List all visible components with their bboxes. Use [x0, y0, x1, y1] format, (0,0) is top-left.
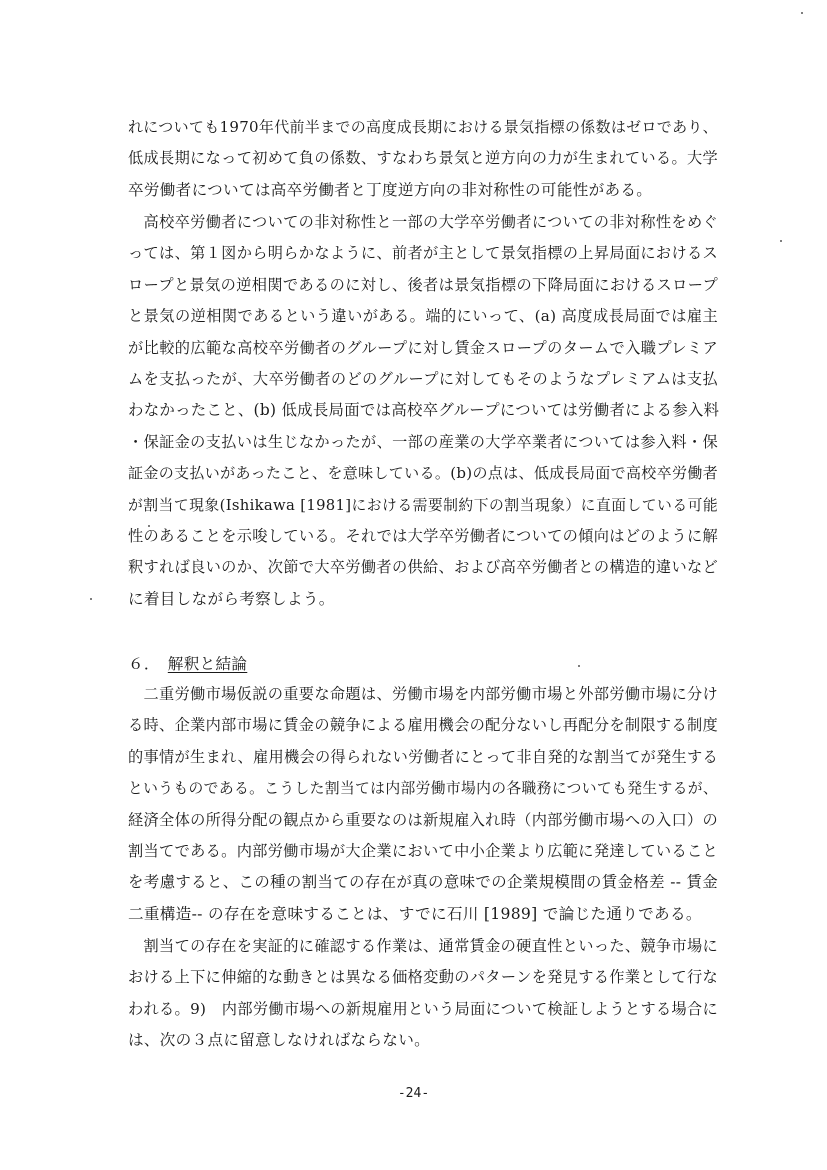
paragraph-3 [128, 679, 718, 930]
paragraph-1 [128, 112, 718, 206]
text-line: ・保証金の支払いは生じなかったが、一部の産業の大学卒業者については参入料・保 [128, 432, 718, 451]
text-line: 高校卒労働者についての非対称性と一部の大学卒労働者についての非対称性をめぐ [128, 213, 718, 231]
scan-speck [780, 240, 782, 242]
text-line: 割当ての存在を実証的に確認する作業は、通常賃金の硬直性といった、競争市場に [128, 937, 718, 955]
text-line: 卒労働者については高卒労働者と丁度逆方向の非対称性の可能性がある。 [128, 180, 653, 199]
section-number: ６． [128, 655, 160, 673]
text-line: 性のあることを示唆している。それでは大学卒労働者についての傾向はどのように解 [128, 527, 718, 546]
text-line: というものである。こうした割当ては内部労働市場内の各職務についても発生するが、 [128, 780, 718, 798]
text-line: 割当てである。内部労働市場が大企業において中小企業より広範に発達していること [128, 842, 718, 861]
text-line: っては、第１図から明らかなように、前者が主として景気指標の上昇局面におけるス [128, 244, 718, 263]
text-line: を考慮すると、この種の割当ての存在が真の意味での企業規模間の賃金格差 -- 賃金 [128, 873, 718, 892]
text-line: と景気の逆相関であるという違いがある。端的にいって、(a) 高度成長局面では雇主 [128, 307, 718, 326]
scan-speck [578, 665, 580, 667]
page-number: -24- [397, 1086, 430, 1101]
paragraph-2 [128, 207, 718, 615]
text-line: おける上下に伸縮的な動きとは異なる価格変動のパターンを発見する作業として行な [128, 968, 718, 987]
text-line: われる。9) 内部労働市場への新規雇用という局面について検証しようとする場合に [128, 999, 718, 1018]
text-line: に着目しながら考察しよう。 [128, 589, 335, 608]
section-heading [128, 653, 247, 675]
text-line: は、次の３点に留意しなければならない。 [128, 1031, 430, 1050]
text-line: が比較的広範な高校卒労働者のグループに対し賃金スロープのタームで入職プレミア [128, 338, 718, 357]
text-line: る時、企業内部市場に賃金の競争による雇用機会の配分ないし再配分を制限する制度 [128, 716, 718, 735]
text-line: 二重労働市場仮説の重要な命題は、労働市場を内部労働市場と外部労働市場に分け [128, 685, 718, 703]
text-line: ロープと景気の逆相関であるのに対し、後者は景気指標の下降局面におけるスロープ [128, 275, 718, 294]
text-line: れについても1970年代前半までの高度成長期における景気指標の係数はゼロであり、 [128, 118, 718, 136]
text-line: が割当て現象(Ishikawa [1981]における需要制約下の割当現象）に直面している可能 [128, 496, 718, 514]
text-line: 二重構造-- の存在を意味することは、すでに石川 [1989] で論じた通りである。 [128, 904, 702, 923]
text-line: ムを支払ったが、大卒労働者のどのグループに対してもそのようなプレミアムは支払 [128, 370, 718, 389]
section-title: 解釈と結論 [167, 655, 248, 673]
text-line: 低成長期になって初めて負の係数、すなわち景気と逆方向の力が生まれている。大学 [128, 149, 718, 168]
text-line: 経済全体の所得分配の観点から重要なのは新規雇入れ時（内部労働市場への入口）の [128, 810, 718, 829]
scan-speck [90, 598, 92, 600]
scan-speck [148, 525, 150, 527]
paragraph-4 [128, 931, 718, 1057]
text-line: わなかったこと、(b) 低成長局面では高校卒グループについては労働者による参入料 [128, 401, 720, 420]
text-line: 釈すれば良いのか、次節で大卒労働者の供給、および高卒労働者との構造的違いなど [128, 558, 718, 577]
scan-speck [801, 12, 803, 14]
text-line: 証金の支払いがあったこと、を意味している。(b)の点は、低成長局面で高校卒労働者 [128, 464, 718, 483]
text-line: 的事情が生まれ、雇用機会の得られない労働者にとって非自発的な割当てが発生する [128, 747, 718, 766]
